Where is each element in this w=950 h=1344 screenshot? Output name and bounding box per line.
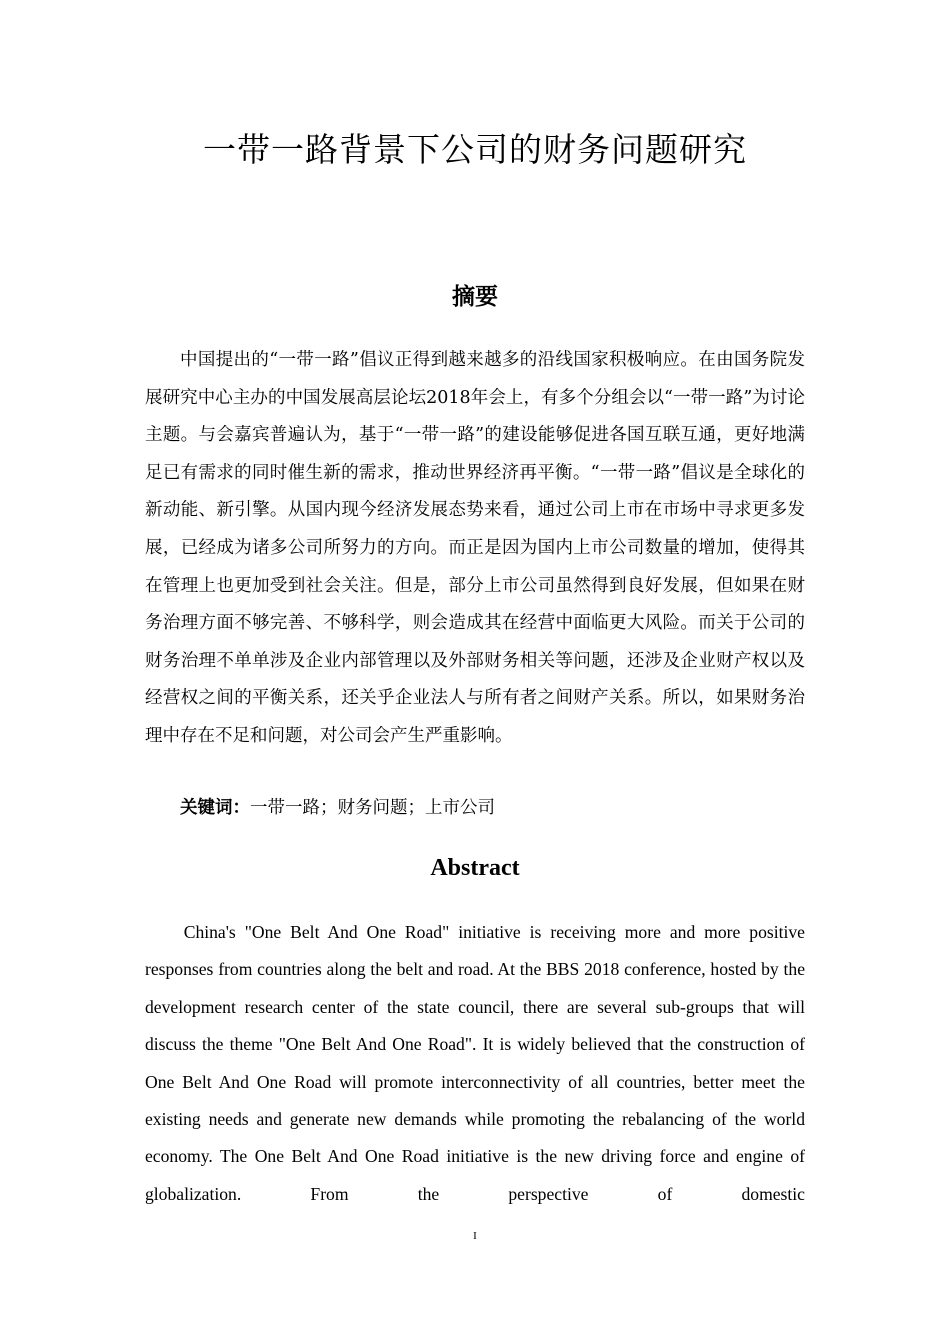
- abstract-heading-en: Abstract: [430, 855, 520, 881]
- abstract-paragraph-en: China's "One Belt And One Road" initiative is receiving more and more positive responses from countries along the belt and road. At the BBS 2018 conference, hosted by the development research center of the state council, there are several sub-groups that will discuss the theme "One Belt And One Road". It is widely believed that the construction of One Belt And One Road will promote interconnectivity of all countries, better meet the existing needs and generate new demands while promoting the rebalancing of the world economy. The One Belt And One Road initiative is the new driving force and engine of globalization. From the perspective of domestic: [145, 922, 805, 1204]
- document-title: 一带一路背景下公司的财务问题研究: [203, 130, 747, 169]
- keywords-line: [145, 790, 805, 827]
- keywords-label: 关键词：: [180, 798, 250, 818]
- abstract-heading-cn: 摘要: [452, 284, 498, 310]
- abstract-paragraph-cn: 中国提出的“一带一路”倡议正得到越来越多的沿线国家积极响应。在由国务院发展研究中心主办的中国发展高层论坛2018年会上，有多个分组会以“一带一路”为讨论主题。与会嘉宾普遍认为，基于“一带一路”的建设能够促进各国互联互通，更好地满足已有需求的同时催生新的需求，推动世界经济再平衡。“一带一路”倡议是全球化的新动能、新引擎。从国内现今经济发展态势来看，通过公司上市在市场中寻求更多发展，已经成为诸多公司所努力的方向。而正是因为国内上市公司数量的增加，使得其在管理上也更加受到社会关注。但是，部分上市公司虽然得到良好发展，但如果在财务治理方面不够完善、不够科学，则会造成其在经营中面临更大风险。而关于公司的财务治理不单单涉及企业内部管理以及外部财务相关等问题，还涉及企业财产权以及经营权之间的平衡关系，还关乎企业法人与所有者之间财产关系。所以，如果财务治理中存在不足和问题，对公司会产生严重影响。: [145, 350, 805, 746]
- page-number: I: [473, 1230, 477, 1242]
- keywords-value: 一带一路；财务问题；上市公司: [250, 798, 495, 818]
